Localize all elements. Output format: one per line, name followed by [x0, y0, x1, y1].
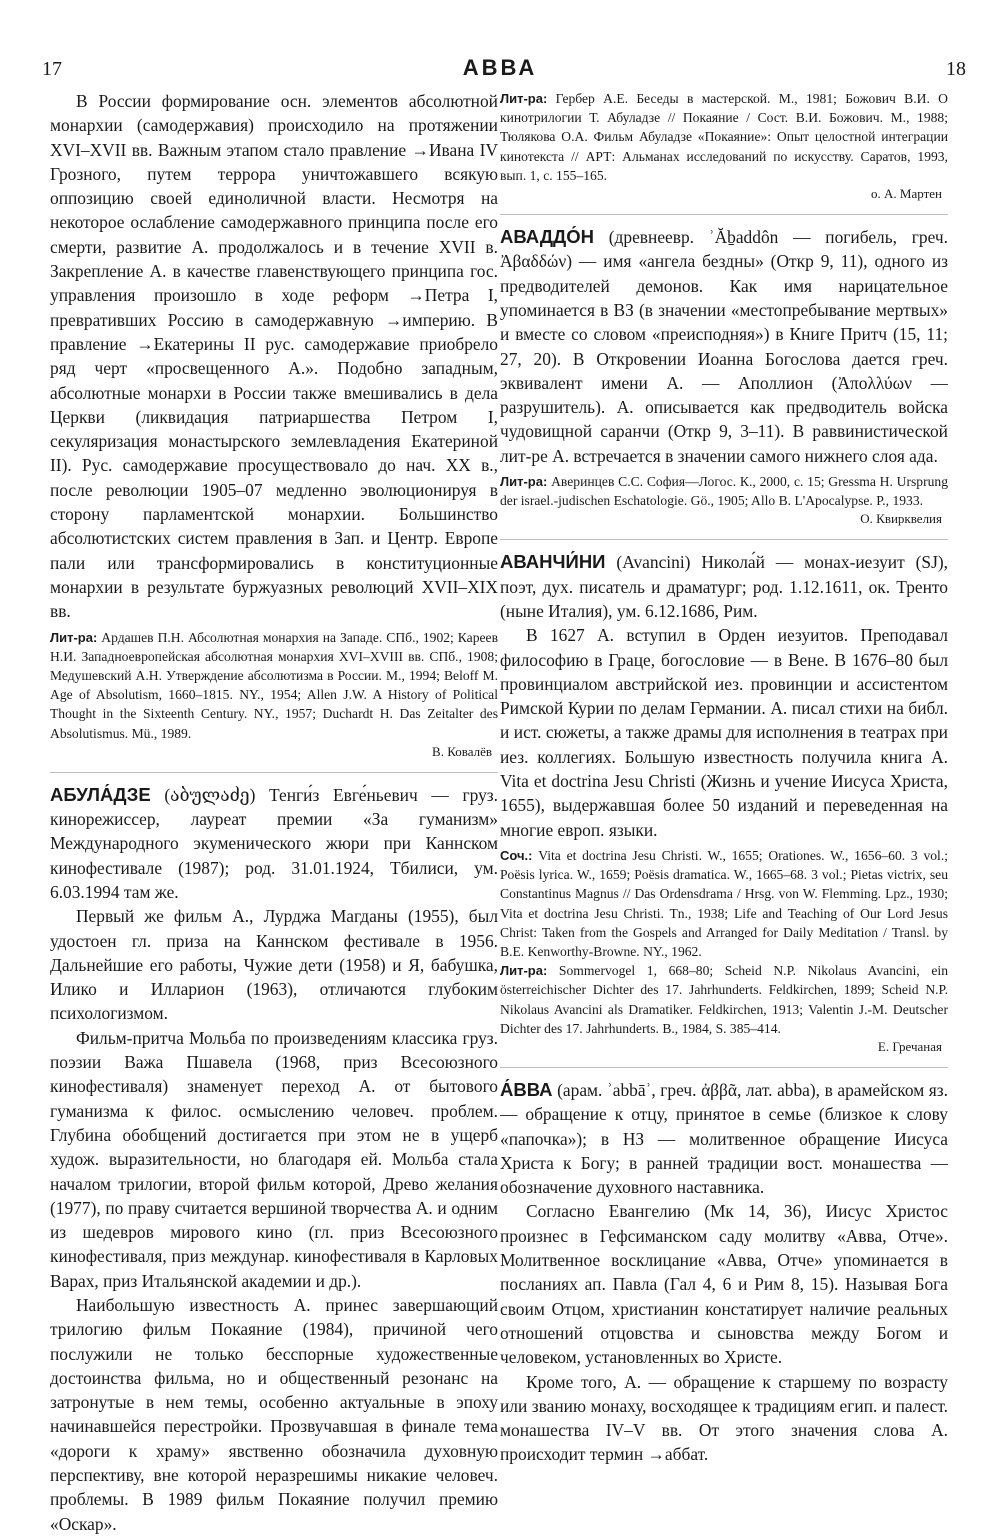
running-head: АВВА: [462, 55, 538, 80]
headword: А́ВВА: [500, 1078, 553, 1100]
lit-label: Лит-ра:: [500, 91, 548, 106]
entry-abba: [500, 1078, 948, 1467]
page-header: [0, 0, 1000, 86]
entry-absolutism-continued: [50, 89, 498, 760]
lit-text: Гербер А.Е. Беседы в мастерской. М., 1981; Божович В.И. О кинотрилогии Т. Абуладзе // Покаяние / Сост. В.И. Божович. М., 1988; Тюлякова О.А. Фильм Абуладзе «Покаяние»: Опыт целостной интеграции кинотекста // АРТ: Альманах исследований по искусству. Саратов, 1993, вып. 1, с. 155–165.: [500, 91, 948, 183]
entry-author: о. А. Мартен: [871, 186, 942, 202]
entry-divider: [500, 539, 948, 540]
lit-text: Sommervogel 1, 668–80; Scheid N.P. Nikolaus Avancini, ein österreichischer Dichter des 17. Jahrhunderts. Feldkirchen, 1899; Scheid N.P. Nikolaus Avancini als Dramatiker. Feldkirchen, 1913; Valentin J.-M. Deutscher Dichter des 17. Jahrhunderts. B., 1984, S. 385–414.: [500, 963, 948, 1036]
entry-author: Е. Гречаная: [877, 1038, 942, 1054]
entry-divider: [50, 772, 498, 773]
page-number-left: 17: [42, 58, 62, 80]
abuladze-bibliography: [500, 89, 948, 185]
abaddon-lemma: [500, 225, 948, 468]
headword: АВАДДО́Н: [500, 226, 594, 248]
abuladze-lemma: [50, 783, 498, 904]
entry-abuladze-bibliography: [500, 89, 948, 202]
abuladze-paragraph-2: Фильм-притча Мольба по произведениям классика груз. поэзии Важа Пшавела (1968, приз Всесоюзного кинофестиваля) знаменует переход А. от бытового гуманизма к филос. осмыслению человеч. проблем. Глубина обобщений достигается при этом не в ущерб худож. выразительности, но благодаря ей. Мольба стала началом трилогии, второй фильм которой, Древо желания (1977), по праву считается вершиной творчества А. и одним из шедевров мирового кино (гл. приз Всесоюзного кинофестиваля, приз междунар. кинофестиваля в Карловых Варах, приз Итальянской академии и др.).: [50, 1027, 498, 1291]
entry-avancini: [500, 550, 948, 1055]
headword: АВАНЧИ́НИ: [500, 551, 606, 573]
entry-abuladze: [50, 783, 498, 1536]
right-column: [500, 89, 948, 1467]
lit-label: Лит-ра:: [500, 473, 548, 489]
abaddon-bibliography: [500, 472, 948, 510]
entry-divider: [500, 1067, 948, 1068]
lemma-text: (арам. ʾabbāʾ, греч. ἀββᾶ, лат. abba), в арамейском яз. — обращение к отцу, принятое в семье (близкое к слову «папочка»); в НЗ — молитвенное обращение Иисуса Христа к Богу; в ранней традиции вост. монашества — обозначение духовного наставника.: [500, 1079, 948, 1198]
absolutism-paragraph: В России формирование осн. элементов абсолютной монархии (самодержавия) происходило на протяжении XVI–XVII вв. Важным этапом стало правление →Ивана IV Грозного, путем террора уничтожавшего всякую оппозицию своей единоличной власти. Несмотря на некоторое ослабление самодержавного принципа после его смерти, развитие А. продолжалось и в течение XVII в. Закрепление А. в качестве главенствующего принципа гос. управления произошло в ходе реформ →Петра I, превративших Россию в самодержавную →империю. В правление →Екатерины II рус. самодержавие приобрело ряд черт «просвещенного А.». Подобно западным, абсолютные монархи в России также вмешивались в дела Церкви (ликвидация патриаршества Петром I, секуляризация монастырского землевладения Екатериной II). Рус. самодержавие просуществовало до нач. XX в., после революции 1905–07 медленно эволюционируя в сторону парламентской монархии. Большинство абсолютистских систем правления в Зап. и Центр. Европе пали или трансформировались в конституционные монархии в результате буржуазных революций XVII–XIX вв.: [50, 91, 498, 622]
lemma-text: (Avancini) Никола́й — монах-иезуит (SJ), поэт, дух. писатель и драматург; род. 1.12.1611, ок. Тренто (ныне Италия), ум. 6.12.1686, Рим.: [500, 552, 948, 621]
abuladze-paragraph-3: Наибольшую известность А. принес завершающий трилогию фильм Покаяние (1984), причиной чего послужили не только бесспорные художественные достоинства фильма, но и общественный резонанс на затронутые в нем темы, особенно актуальные в эпоху начинавшейся перестройки. Прозвучавшая в финале тема «дороги к храму» явственно обозначила духовную перспективу, вне которой неразрешимы никакие человеч. проблемы. В 1989 фильм Покаяние получил премию «Оскар».: [50, 1294, 498, 1534]
lit-label: Лит-ра:: [500, 963, 548, 979]
avancini-paragraph-1: В 1627 А. вступил в Орден иезуитов. Преподавал философию в Граце, богословие — в Вене. В 1676–80 был провинциалом австрийской иез. провинции и ассистентом Римской Курии по делам Германии. А. писал стихи на библ. и ист. сюжеты, а также драмы для исполнения в театрах при иез. коллегиях. Большую известность получила книга А. Vita et doctrina Jesu Christi (Жизнь и учение Иисуса Христа, 1655), выдержавшая более 50 изданий и переведенная на многие европ. языки.: [500, 625, 948, 840]
avancini-bibliography: [500, 961, 948, 1038]
abba-paragraph-1: Согласно Евангелию (Мк 14, 36), Иисус Христос произнес в Гефсиманском саду молитву «Авва, Отче». Молитвенное восклицание «Авва, Отче» упоминается в посланиях ап. Павла (Гал 4, 6 и Рим 8, 15). Называя Бога своим Отцом, христианин констатирует наличие реальных отношений отцовства и сыновства между Богом и человеком, установленных во Христе.: [500, 1201, 948, 1368]
avancini-works: [500, 846, 948, 961]
abba-lemma: [500, 1078, 948, 1199]
works-text: Vita et doctrina Jesu Christi. W., 1655; Orationes. W., 1656–60. 3 vol.; Poësis lyrica. W., 1659; Poësis dramatica. W., 1665–68. 3 vol.; Pietas victrix, seu Constantinus Magnus // Das Ordensdrama / Hrsg. von W. Flemming. Lpz., 1930; Vita et doctrina Jesu Christi. Tn., 1938; Life and Teaching of Our Lord Jesus Christ: Taken from the Gospels and Arranged for Daily Meditation / Transl. by B.E. Kenworthy-Browne. NY., 1962.: [500, 847, 948, 959]
entry-author: О. Квирквелия: [860, 511, 942, 527]
left-column: [50, 89, 498, 1536]
abba-paragraph-2: Кроме того, А. — обращение к старшему по возрасту или званию монаху, восходящее к традициям егип. и палест. монашества IV–V вв. От этого значения слова А. происходит термин →аббат.: [500, 1371, 948, 1465]
entry-author: В. Ковалёв: [432, 743, 492, 759]
works-label: Соч.:: [500, 847, 533, 863]
lemma-text: (древнеевр. ʾĂḇaddôn — погибель, греч. Ἀβαδδών) — имя «ангела бездны» (Откр 9, 11), одного из предводителей демонов. Как имя нарицательное упоминается в ВЗ (в значении «местопребывание мертвых» и вместе со словом «преисподняя») в Книге Притч (15, 11; 27, 20). В Откровении Иоанна Богослова дается греч. эквивалент имени А. — Аполлион (Ἀπολλύων — разрушитель). А. описывается как предводитель войска чудовищной саранчи (Откр 9, 3–11). В раввинистической лит-ре А. встречается в значении самого нижнего слоя ада.: [500, 227, 948, 466]
avancini-lemma: [500, 550, 948, 623]
page-number-right: 18: [946, 58, 966, 80]
lit-text: Аверинцев С.С. София—Логос. К., 2000, с. 15; Gressma H. Ursprung der israel.-judischen Eschatologie. Gö., 1905; Allo B. L'Apocalypse. P., 1933.: [500, 473, 948, 509]
entry-divider: [500, 214, 948, 215]
lit-text: Ардашев П.Н. Абсолютная монархия на Западе. СПб., 1902; Кареев Н.И. Западноевропейская абсолютная монархия XVI–XVIII вв. СПб., 1908; Медушевский А.Н. Утверждение абсолютизма в России. М., 1994; Beloff M. Age of Absolutism, 1660–1815. NY., 1954; Allen J.W. A History of Political Thought in the Sixteenth Century. NY., 1957; Duchardt H. Das Zeitalter des Absolutismus. Mü., 1989.: [50, 629, 498, 741]
lemma-text: (აბულაძე) Тенги́з Евге́ньевич — груз. кинорежиссер, лауреат премии «За гуманизм» Международного экуменического жюри при Каннском кинофестивале (1987); род. 31.01.1924, Тбилиси, ум. 6.03.1994 там же.: [50, 784, 498, 902]
absolutism-bibliography: [50, 628, 498, 743]
entry-abaddon: [500, 225, 948, 527]
headword: АБУЛА́ДЗЕ: [50, 783, 151, 805]
abuladze-paragraph-1: Первый же фильм А., Лурджа Магданы (1955), был удостоен гл. приза на Каннском фестивале в 1956. Дальнейшие его работы, Чужие дети (1958) и Я, бабушка, Илико и Илларион (1963), отличаются глубоким психологизмом.: [50, 906, 498, 1024]
lit-label: Лит-ра:: [50, 629, 98, 645]
